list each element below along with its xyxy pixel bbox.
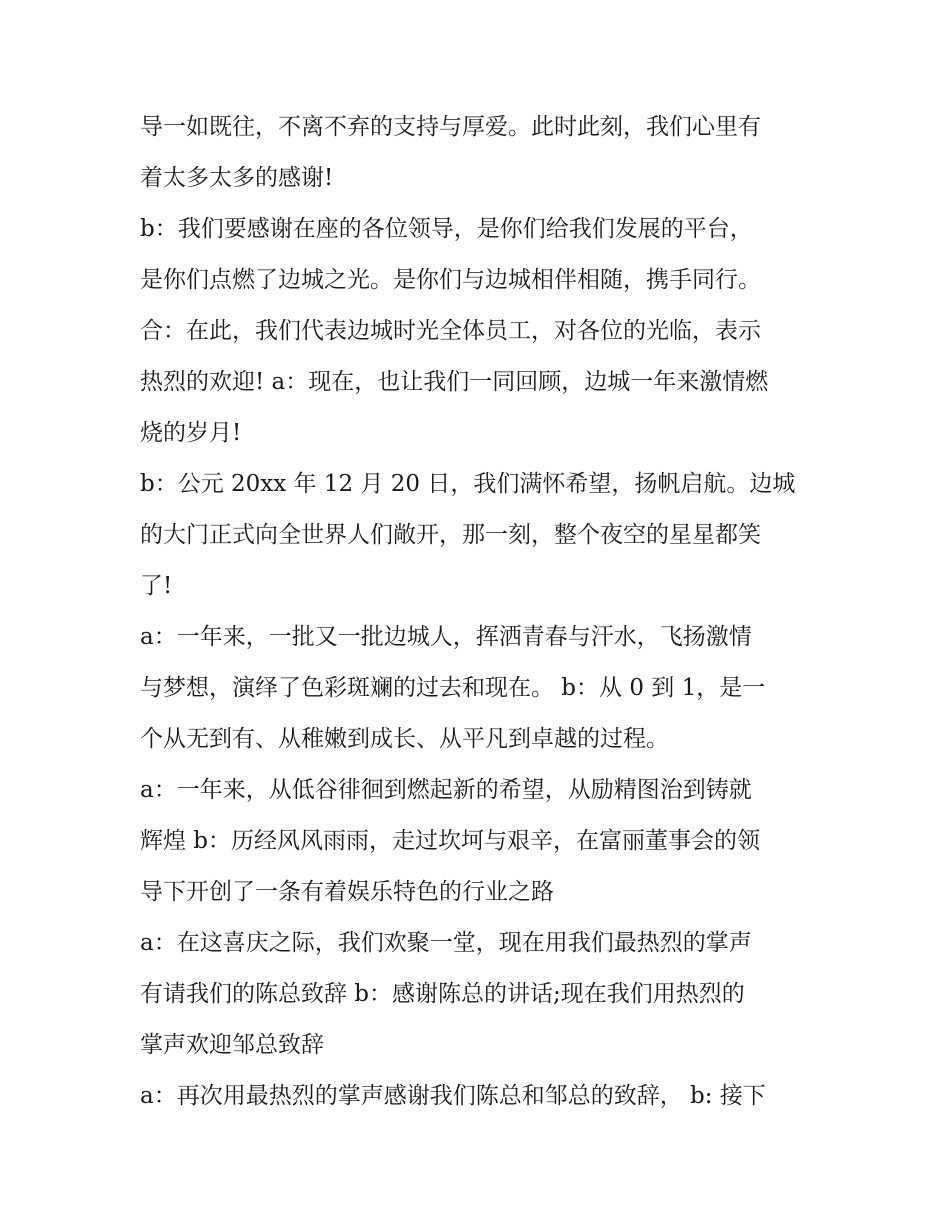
- text-line: 了!: [140, 573, 173, 599]
- document-body: [140, 102, 820, 1122]
- text-line: 热烈的欢迎! a：现在，也让我们一同回顾，边城一年来激情燃: [140, 369, 769, 395]
- text-line: 着太多太多的感谢!: [140, 165, 334, 191]
- text-line: a：一年来，一批又一批边城人，挥洒青春与汗水，飞扬激情: [140, 624, 752, 650]
- text-line: 有请我们的陈总致辞 b：感谢陈总的讲话;现在我们用热烈的: [140, 981, 745, 1007]
- text-line: b：公元 20xx 年 12 月 20 日，我们满怀希望，扬帆启航。边城: [140, 471, 796, 497]
- text-line: 的大门正式向全世界人们敞开，那一刻，整个夜空的星星都笑: [140, 522, 761, 548]
- text-line: 与梦想，演绎了色彩斑斓的过去和现在。 b：从 0 到 1，是一: [140, 675, 766, 701]
- text-line: 合：在此，我们代表边城时光全体员工，对各位的光临，表示: [140, 318, 761, 344]
- text-line: 辉煌 b：历经风风雨雨，走过坎坷与艰辛，在富丽董事会的领: [140, 828, 761, 854]
- text-line: a：在这喜庆之际，我们欢聚一堂，现在用我们最热烈的掌声: [140, 930, 752, 956]
- text-line: 个从无到有、从稚嫩到成长、从平凡到卓越的过程。: [140, 726, 669, 752]
- text-line: 导下开创了一条有着娱乐特色的行业之路: [140, 879, 554, 905]
- text-line: 是你们点燃了边城之光。是你们与边城相伴相随，携手同行。: [140, 267, 761, 293]
- text-line: 导一如既往，不离不弃的支持与厚爱。此时此刻，我们心里有: [140, 114, 761, 140]
- text-line: 掌声欢迎邹总致辞: [140, 1032, 324, 1058]
- text-line: a：一年来，从低谷徘徊到燃起新的希望，从励精图治到铸就: [140, 777, 752, 803]
- text-line: b：我们要感谢在座的各位领导，是你们给我们发展的平台，: [140, 216, 753, 242]
- text-line: a：再次用最热烈的掌声感谢我们陈总和邹总的致辞， b: 接下: [140, 1083, 766, 1109]
- text-line: 烧的岁月!: [140, 420, 242, 446]
